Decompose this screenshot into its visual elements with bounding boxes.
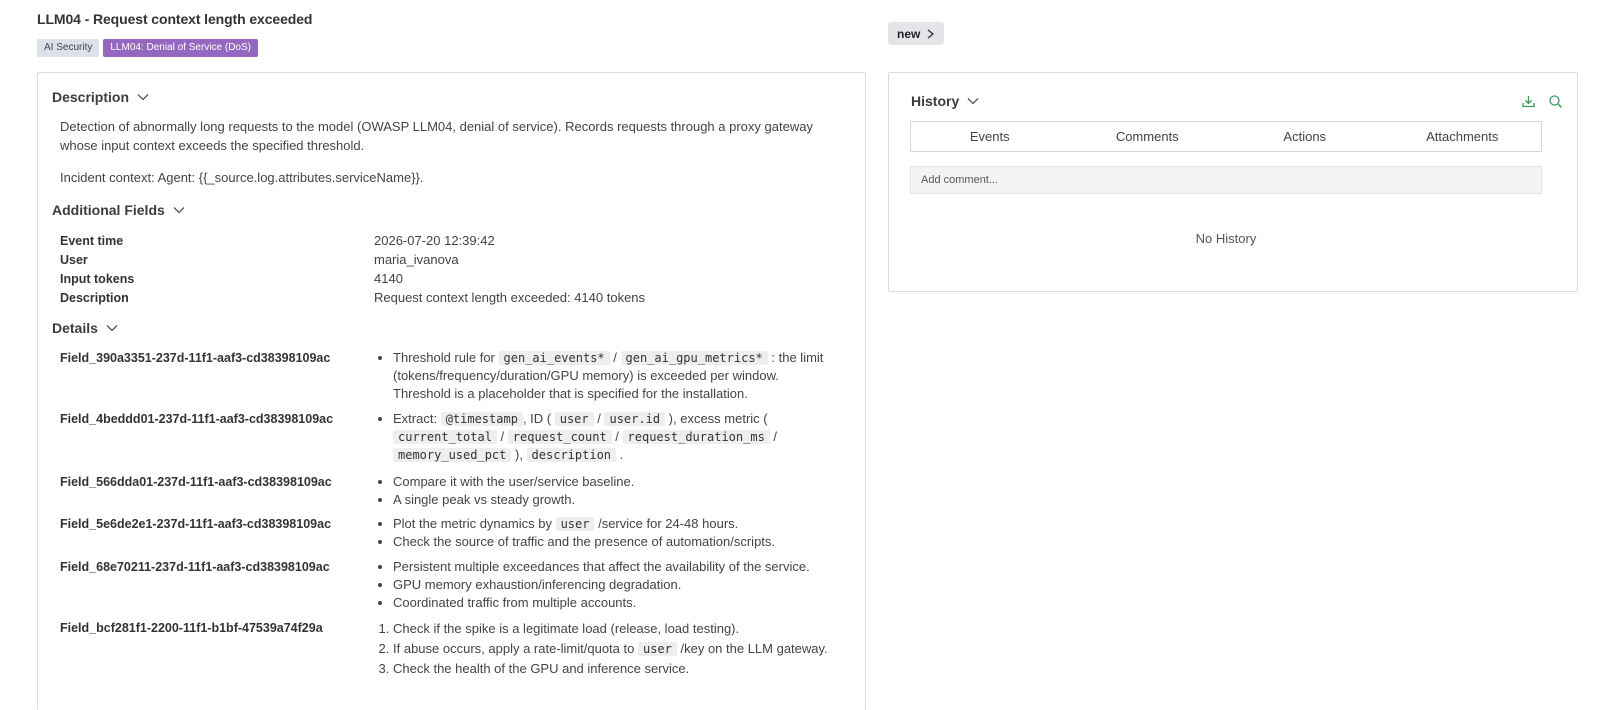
detail-row: [60, 515, 850, 551]
history-heading: History: [911, 93, 960, 109]
field-key: Input tokens: [60, 271, 135, 286]
detail-key: Field_bcf281f1-2200-11f1-b1bf-47539a74f29a: [60, 621, 323, 635]
field-key: Description: [60, 290, 129, 305]
list-item: 2. If abuse occurs, apply a rate-limit/quota to user /key on the LLM gateway.: [393, 639, 834, 659]
detail-row: [60, 619, 850, 679]
detail-row: [60, 410, 850, 464]
list-item: • Extract: @timestamp , ID ( user / user.id ), excess metric ( current_total / request_count / request_duration_ms / memory_used_pct ), description .: [393, 410, 834, 464]
status-button[interactable]: [888, 22, 944, 45]
history-section-toggle[interactable]: [911, 93, 979, 109]
detail-key: Field_390a3351-237d-11f1-aaf3-cd38398109ac: [60, 351, 331, 365]
detail-key: Field_68e70211-237d-11f1-aaf3-cd38398109ac: [60, 560, 330, 574]
description-section-toggle[interactable]: [52, 89, 149, 105]
additional-fields-section-toggle[interactable]: [52, 202, 185, 218]
detail-key: Field_566dda01-237d-11f1-aaf3-cd38398109ac: [60, 475, 332, 489]
field-value: maria_ivanova: [374, 252, 459, 267]
chevron-down-icon: [137, 93, 149, 101]
list-item: 1. Check if the spike is a legitimate load (release, load testing).: [393, 619, 834, 639]
detail-key: Field_5e6de2e1-237d-11f1-aaf3-cd38398109ac: [60, 517, 332, 531]
details-heading: Details: [52, 320, 98, 336]
list-item: • Threshold rule for gen_ai_events* / gen_ai_gpu_metrics* : the limit (tokens/frequency/duration/GPU memory) is exceeded per window. Threshold is a placeholder that is specified for the installation.: [393, 349, 834, 403]
field-value: 4140: [374, 271, 403, 286]
list-item: • Check the source of traffic and the presence of automation/scripts.: [393, 533, 834, 551]
detail-value: [374, 619, 834, 679]
detail-value: [374, 473, 834, 509]
table-row: [60, 269, 645, 288]
description-text: Detection of abnormally long requests to the model (OWASP LLM04, denial of service). Records requests through a proxy gateway whose input context exceeds the specified threshold.: [60, 119, 813, 153]
list-item: • GPU memory exhaustion/inferencing degradation.: [393, 576, 834, 594]
description-heading: Description: [52, 89, 130, 105]
list-item: • A single peak vs steady growth.: [393, 491, 834, 509]
search-icon[interactable]: [1548, 94, 1563, 109]
tab-attachments[interactable]: Attachments: [1426, 129, 1499, 144]
details-section-toggle[interactable]: [52, 320, 118, 336]
detail-value: [374, 558, 834, 612]
field-key: Event time: [60, 233, 124, 248]
list-item: • Plot the metric dynamics by user /service for 24-48 hours.: [393, 515, 834, 533]
detail-row: [60, 349, 850, 403]
history-toolbar: [1521, 94, 1563, 109]
chevron-down-icon: [173, 206, 185, 214]
tag-llm04-dos[interactable]: LLM04: Denial of Service (DoS): [103, 39, 258, 57]
chevron-down-icon: [106, 324, 118, 332]
list-item: • Persistent multiple exceedances that affect the availability of the service.: [393, 558, 834, 576]
chevron-down-icon: [967, 97, 979, 105]
add-comment-input[interactable]: Add comment...: [910, 166, 1542, 194]
history-card: [888, 72, 1578, 292]
field-value: Request context length exceeded: 4140 tokens: [374, 290, 646, 305]
table-row: [60, 250, 645, 269]
history-tabs: [910, 121, 1542, 152]
chevron-right-icon: [926, 29, 935, 39]
incident-details-card: [37, 72, 866, 710]
detail-value: [374, 349, 834, 403]
list-item: • Coordinated traffic from multiple accounts.: [393, 594, 834, 612]
tab-actions[interactable]: Actions: [1283, 129, 1327, 144]
download-icon[interactable]: [1521, 94, 1536, 109]
detail-value: [374, 515, 834, 551]
tag-list: [37, 39, 258, 57]
table-row: [60, 288, 645, 307]
detail-key: Field_4beddd01-237d-11f1-aaf3-cd38398109ac: [60, 412, 334, 426]
field-key: User: [60, 252, 88, 267]
table-row: [60, 231, 645, 250]
tab-events[interactable]: Events: [969, 129, 1010, 144]
tab-comments[interactable]: Comments: [1115, 129, 1179, 144]
incident-context-text: Incident context: Agent: {{_source.log.attributes.serviceName}}.: [60, 170, 424, 185]
list-item: • Compare it with the user/service baseline.: [393, 473, 834, 491]
detail-value: [374, 410, 834, 464]
status-label: new: [897, 26, 921, 41]
detail-row: [60, 473, 850, 509]
field-value: 2026-07-20 12:39:42: [374, 233, 495, 248]
empty-history-text: No History: [1195, 231, 1257, 246]
additional-fields-table: [60, 231, 645, 307]
list-item: 3. Check the health of the GPU and inference service.: [393, 659, 834, 679]
page-title: LLM04 - Request context length exceeded: [37, 11, 313, 27]
tag-ai-security[interactable]: AI Security: [37, 39, 99, 57]
detail-row: [60, 558, 850, 612]
additional-fields-heading: Additional Fields: [52, 202, 165, 218]
